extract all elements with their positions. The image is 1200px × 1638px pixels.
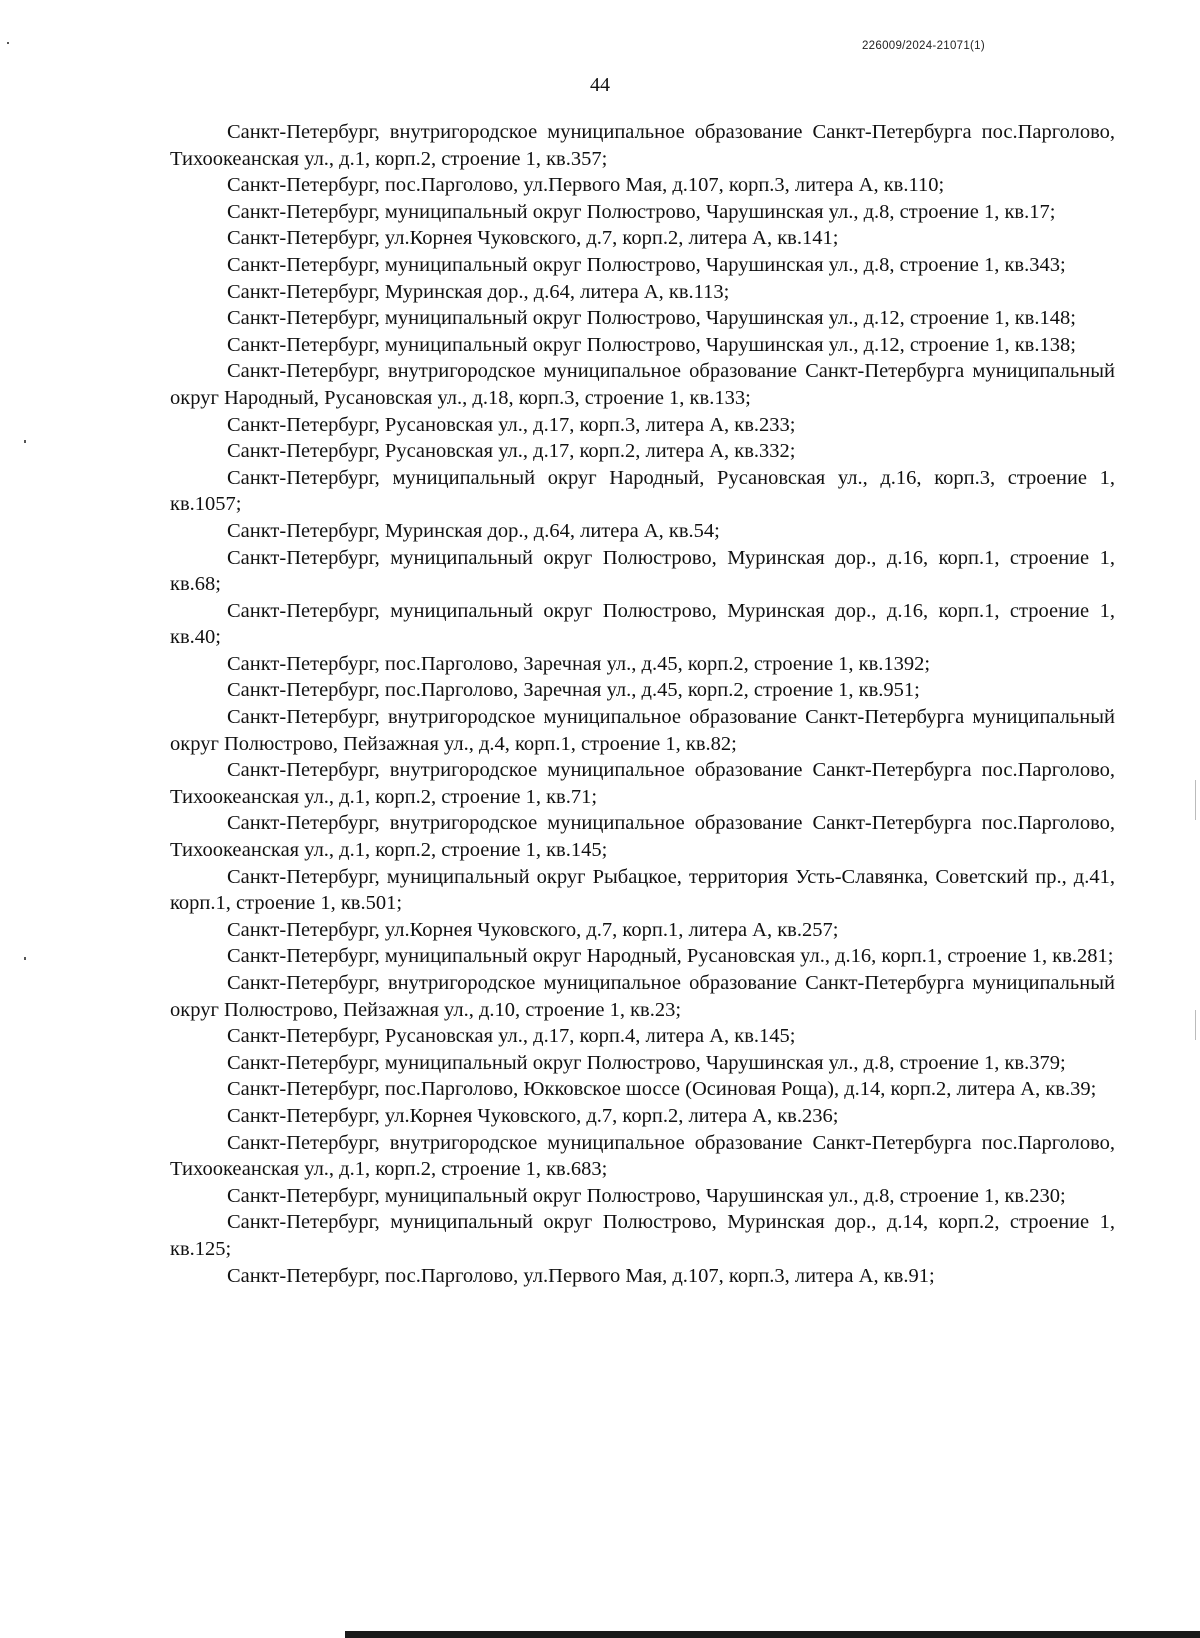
scan-speck xyxy=(7,42,9,44)
address-entry: Санкт-Петербург, пос.Парголово, ул.Первого Мая, д.107, корп.3, литера А, кв.91; xyxy=(227,1264,935,1287)
address-entry: Санкт-Петербург, внутригородское муниципальное образование Санкт-Петербурга муниципальный округ Народный, Русановская ул., д.18, корп.3, строение 1, кв.133; xyxy=(170,360,1115,409)
scan-speck xyxy=(1195,780,1196,820)
address-entry: Санкт-Петербург, внутригородское муниципальное образование Санкт-Петербурга пос.Парголово, Тихоокеанская ул., д.1, корп.2, строение 1, кв.145; xyxy=(170,812,1115,862)
address-entry: Санкт-Петербург, пос.Парголово, Юкковское шоссе (Осиновая Роща), д.14, корп.2, литера А, кв.39; xyxy=(227,1078,1097,1101)
document-id: 226009/2024-21071(1) xyxy=(861,40,985,52)
address-entry: Санкт-Петербург, внутригородское муниципальное образование Санкт-Петербурга муниципальный округ Полюстрово, Пейзажная ул., д.10, строение 1, кв.23; xyxy=(170,972,1115,1021)
address-entry: Санкт-Петербург, муниципальный округ Полюстрово, Чарушинская ул., д.8, строение 1, кв.343; xyxy=(227,253,1066,276)
address-entry: Санкт-Петербург, Муринская дор., д.64, литера А, кв.113; xyxy=(227,280,730,303)
address-entry: Санкт-Петербург, муниципальный округ Полюстрово, Чарушинская ул., д.12, строение 1, кв.148; xyxy=(227,307,1076,330)
address-entry: Санкт-Петербург, муниципальный округ Народный, Русановская ул., д.16, корп.1, строение 1, кв.281; xyxy=(227,945,1114,968)
scan-edge-bar xyxy=(345,1631,1200,1638)
scan-speck xyxy=(1195,1010,1196,1040)
address-entry: Санкт-Петербург, муниципальный округ Полюстрово, Чарушинская ул., д.12, строение 1, кв.138; xyxy=(227,333,1076,356)
scan-speck xyxy=(24,440,26,443)
address-list xyxy=(170,119,1115,1289)
address-entry: Санкт-Петербург, внутригородское муниципальное образование Санкт-Петербурга пос.Парголово, Тихоокеанская ул., д.1, корп.2, строение 1, кв.683; xyxy=(170,1131,1115,1181)
address-entry: Санкт-Петербург, внутригородское муниципальное образование Санкт-Петербурга пос.Парголово, Тихоокеанская ул., д.1, корп.2, строение 1, кв.357; xyxy=(170,121,1115,170)
address-entry: Санкт-Петербург, пос.Парголово, ул.Первого Мая, д.107, корп.3, литера А, кв.110; xyxy=(227,174,945,197)
scan-speck xyxy=(24,957,26,960)
address-entry: Санкт-Петербург, муниципальный округ Народный, Русановская ул., д.16, корп.3, строение 1, кв.1057; xyxy=(170,466,1115,516)
address-entry: Санкт-Петербург, внутригородское муниципальное образование Санкт-Петербурга муниципальный округ Полюстрово, Пейзажная ул., д.4, корп.1, строение 1, кв.82; xyxy=(170,706,1115,755)
address-entry: Санкт-Петербург, внутригородское муниципальное образование Санкт-Петербурга пос.Парголово, Тихоокеанская ул., д.1, корп.2, строение 1, кв.71; xyxy=(170,759,1115,808)
address-entry: Санкт-Петербург, муниципальный округ Полюстрово, Чарушинская ул., д.8, строение 1, кв.379; xyxy=(227,1051,1066,1074)
address-entry: Санкт-Петербург, муниципальный округ Полюстрово, Чарушинская ул., д.8, строение 1, кв.17; xyxy=(227,200,1056,223)
address-entry: Санкт-Петербург, Русановская ул., д.17, корп.3, литера А, кв.233; xyxy=(227,413,796,436)
address-entry: Санкт-Петербург, Русановская ул., д.17, корп.2, литера А, кв.332; xyxy=(227,440,796,463)
address-entry: Санкт-Петербург, ул.Корнея Чуковского, д.7, корп.2, литера А, кв.141; xyxy=(227,227,839,250)
address-entry: Санкт-Петербург, муниципальный округ Полюстрово, Муринская дор., д.16, корп.1, строение 1, кв.40; xyxy=(170,599,1115,649)
address-entry: Санкт-Петербург, муниципальный округ Полюстрово, Муринская дор., д.14, корп.2, строение 1, кв.125; xyxy=(170,1211,1115,1260)
address-entry: Санкт-Петербург, ул.Корнея Чуковского, д.7, корп.2, литера А, кв.236; xyxy=(227,1104,839,1127)
address-entry: Санкт-Петербург, пос.Парголово, Заречная ул., д.45, корп.2, строение 1, кв.951; xyxy=(227,679,920,702)
address-entry: Санкт-Петербург, муниципальный округ Полюстрово, Чарушинская ул., д.8, строение 1, кв.230; xyxy=(227,1184,1066,1207)
page-number: 44 xyxy=(590,74,610,96)
address-entry: Санкт-Петербург, Русановская ул., д.17, корп.4, литера А, кв.145; xyxy=(227,1025,796,1048)
address-entry: Санкт-Петербург, ул.Корнея Чуковского, д.7, корп.1, литера А, кв.257; xyxy=(227,918,839,941)
address-entry: Санкт-Петербург, муниципальный округ Рыбацкое, территория Усть-Славянка, Советский пр., д.41, корп.1, строение 1, кв.501; xyxy=(170,865,1115,915)
address-entry: Санкт-Петербург, муниципальный округ Полюстрово, Муринская дор., д.16, корп.1, строение 1, кв.68; xyxy=(170,546,1115,596)
address-entry: Санкт-Петербург, пос.Парголово, Заречная ул., д.45, корп.2, строение 1, кв.1392; xyxy=(227,652,931,675)
address-entry: Санкт-Петербург, Муринская дор., д.64, литера А, кв.54; xyxy=(227,519,720,542)
